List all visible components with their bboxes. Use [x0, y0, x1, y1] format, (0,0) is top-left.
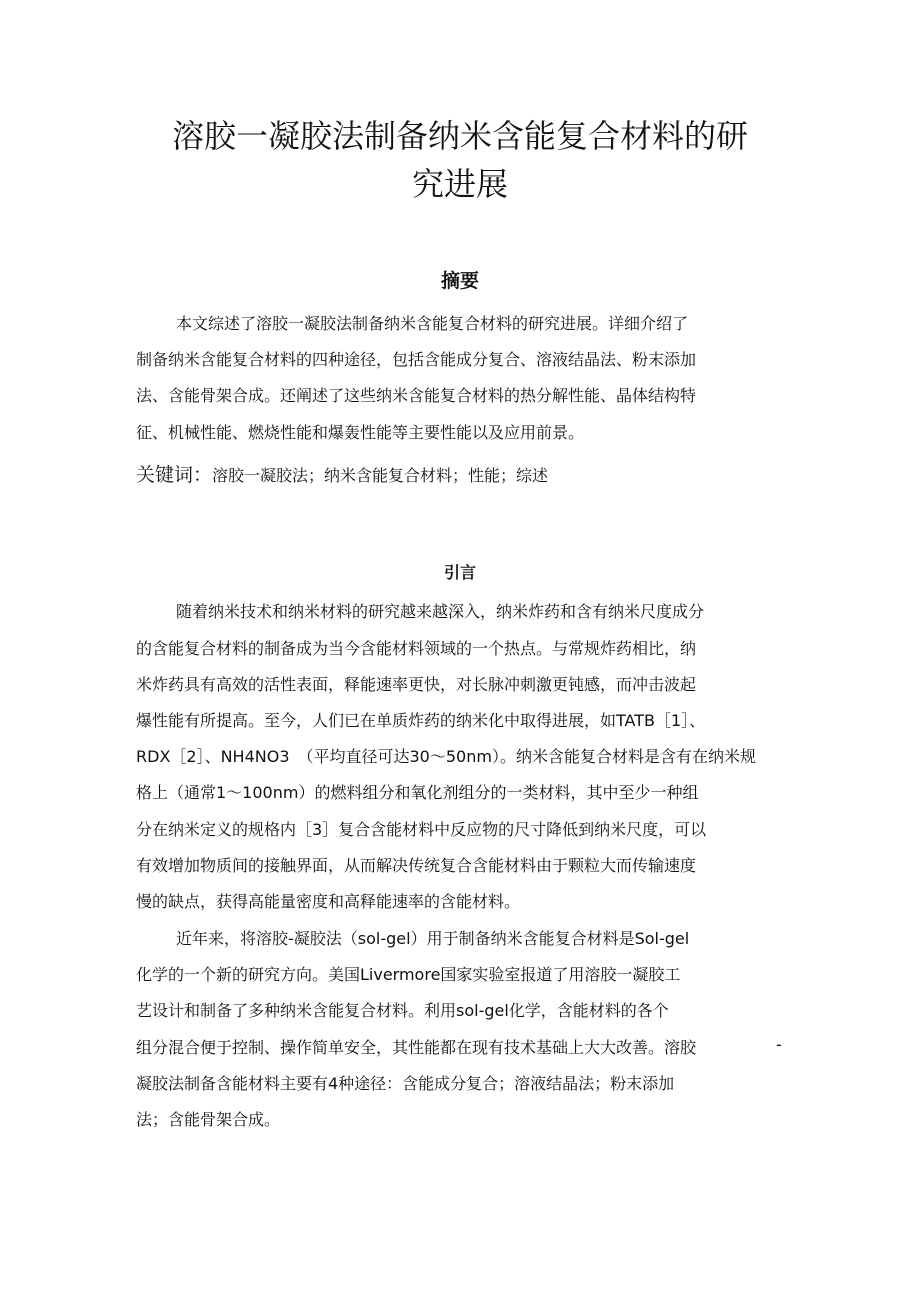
abstract-line: 法、含能骨架合成。还阐述了这些纳米含能复合材料的热分解性能、晶体结构特 — [136, 386, 697, 405]
title-line-2: 究进展 — [411, 165, 508, 203]
intro-para2-line: 化学的一个新的研究方向。美国Livermore国家实验室报道了用溶胶一凝胶工 — [136, 965, 681, 984]
intro-para1-line: 慢的缺点，获得高能量密度和高释能速率的含能材料。 — [136, 892, 521, 911]
intro-para1-line: RDX［2］、NH4NO3 （平均直径可达30～50nm）。纳米含能复合材料是含有在纳米规 — [136, 747, 756, 766]
intro-para1-line: 分在纳米定义的规格内［3］复合含能材料中反应物的尺寸降低到纳米尺度，可以 — [136, 820, 707, 839]
intro-para2-line: 组分混合便于控制、操作简单安全，其性能都在现有技术基础上大大改善。溶胶 — [136, 1038, 697, 1057]
intro-para2-line: 近年来，将溶胶-凝胶法（sol-gel）用于制备纳米含能复合材料是Sol-gel — [176, 929, 690, 948]
keywords-line — [136, 460, 548, 487]
intro-para1-line: 有效增加物质间的接触界面，从而解决传统复合含能材料由于颗粒大而传输速度 — [136, 856, 697, 875]
abstract-heading: 摘要 — [440, 270, 479, 292]
keywords-text: 溶胶一凝胶法；纳米含能复合材料；性能；综述 — [212, 466, 549, 485]
intro-para1-line: 随着纳米技术和纳米材料的研究越来越深入，纳米炸药和含有纳米尺度成分 — [176, 602, 705, 621]
keywords-label: 关键词： — [136, 464, 213, 486]
intro-para1-line: 米炸药具有高效的活性表面，释能速率更快，对长脉冲刺激更钝感，而冲击波起 — [136, 675, 697, 694]
document-title — [0, 112, 920, 208]
title-line-1: 溶胶一凝胶法制备纳米含能复合材料的研 — [171, 117, 748, 155]
abstract-line: 征、机械性能、燃烧性能和爆轰性能等主要性能以及应用前景。 — [136, 423, 585, 442]
hyphen-mark: - — [776, 1035, 782, 1054]
intro-para1-line: 格上（通常1～100nm）的燃料组分和氧化剂组分的一类材料，其中至少一种组 — [136, 783, 699, 802]
intro-para2-line: 凝胶法制备含能材料主要有4种途径：含能成分复合；溶液结晶法；粉末添加 — [136, 1074, 675, 1093]
intro-para2-line: 艺设计和制备了多种纳米含能复合材料。利用sol-gel化学，含能材料的各个 — [136, 1001, 669, 1020]
intro-para1-line: 爆性能有所提高。至今，人们已在单质炸药的纳米化中取得进展，如TATB［1］、 — [136, 711, 706, 730]
intro-para1-line: 的含能复合材料的制备成为当今含能材料领域的一个热点。与常规炸药相比，纳 — [136, 639, 697, 658]
intro-heading: 引言 — [443, 563, 476, 582]
abstract-line: 本文综述了溶胶一凝胶法制备纳米含能复合材料的研究进展。详细介绍了 — [176, 314, 689, 333]
abstract-line: 制备纳米含能复合材料的四种途径，包括含能成分复合、溶液结晶法、粉末添加 — [136, 350, 697, 369]
intro-para2-line: 法；含能骨架合成。 — [136, 1110, 281, 1129]
